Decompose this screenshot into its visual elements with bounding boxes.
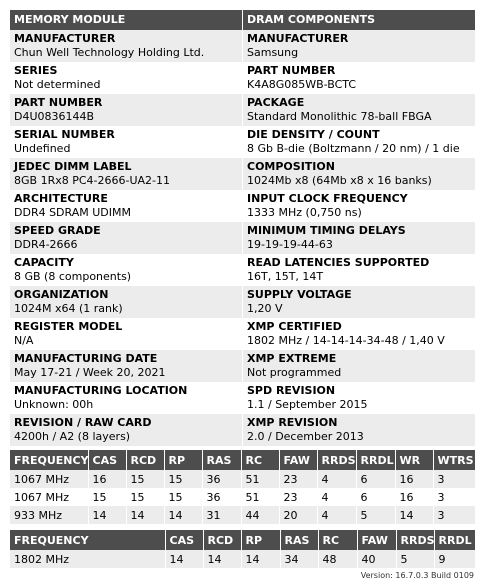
dram-field-label: DIE DENSITY / COUNT bbox=[247, 128, 380, 141]
module-field bbox=[10, 158, 242, 190]
xmp-table-cell: 9 bbox=[434, 550, 475, 568]
module-field-value: Not determined bbox=[14, 78, 101, 91]
module-field-value: 8GB 1Rx8 PC4-2666-UA2-11 bbox=[14, 174, 170, 187]
jedec-table-cell: 6 bbox=[356, 470, 395, 488]
module-field-value: 8 GB (8 components) bbox=[14, 270, 132, 283]
version-label: Version: 16.7.0.3 Build 0109 bbox=[360, 571, 474, 580]
xmp-body bbox=[10, 550, 475, 568]
module-field bbox=[10, 318, 242, 350]
jedec-column-header: FREQUENCY bbox=[10, 450, 88, 470]
xmp-column-header: RCD bbox=[203, 530, 241, 550]
jedec-table-cell: 15 bbox=[126, 470, 164, 488]
jedec-column-header: WR bbox=[395, 450, 433, 470]
jedec-column-header: RC bbox=[241, 450, 279, 470]
module-field-label: REGISTER MODEL bbox=[14, 320, 123, 333]
dram-field-label: PACKAGE bbox=[247, 96, 305, 109]
module-field-label: SERIES bbox=[14, 64, 58, 77]
jedec-table-cell: 5 bbox=[356, 506, 395, 524]
jedec-table-cell: 31 bbox=[202, 506, 241, 524]
dram-field-label: SUPPLY VOLTAGE bbox=[247, 288, 352, 301]
memory-module-panel bbox=[10, 10, 242, 446]
jedec-table-cell: 1067 MHz bbox=[10, 488, 88, 506]
jedec-table-cell: 23 bbox=[279, 488, 317, 506]
jedec-column-header: WTRS bbox=[433, 450, 475, 470]
dram-field-value: 19-19-19-44-63 bbox=[247, 238, 333, 251]
dram-components-panel bbox=[243, 10, 475, 446]
module-field-value: DDR4-2666 bbox=[14, 238, 78, 251]
jedec-table-cell: 4 bbox=[317, 470, 356, 488]
jedec-table-cell: 14 bbox=[164, 506, 202, 524]
jedec-table-cell: 51 bbox=[241, 470, 279, 488]
module-field-value: N/A bbox=[14, 334, 34, 347]
dram-components-header: DRAM COMPONENTS bbox=[243, 10, 475, 30]
jedec-table-cell: 15 bbox=[164, 488, 202, 506]
dram-field bbox=[243, 286, 475, 318]
jedec-table-cell: 15 bbox=[88, 488, 126, 506]
jedec-table-cell: 16 bbox=[395, 470, 433, 488]
info-columns bbox=[10, 10, 475, 446]
jedec-body bbox=[10, 470, 475, 524]
jedec-table-cell: 1067 MHz bbox=[10, 470, 88, 488]
module-field-value: Chun Well Technology Holding Ltd. bbox=[14, 46, 205, 59]
xmp-column-header: RRDS bbox=[396, 530, 434, 550]
module-field-value: Undefined bbox=[14, 142, 71, 155]
xmp-column-header: RAS bbox=[280, 530, 318, 550]
module-field-label: SERIAL NUMBER bbox=[14, 128, 115, 141]
xmp-timings-table bbox=[10, 530, 475, 568]
dram-field-label: MANUFACTURER bbox=[247, 32, 349, 45]
jedec-table-cell: 3 bbox=[433, 470, 475, 488]
jedec-table-cell: 14 bbox=[126, 506, 164, 524]
dram-field bbox=[243, 222, 475, 254]
dram-field bbox=[243, 158, 475, 190]
xmp-table-cell: 5 bbox=[396, 550, 434, 568]
xmp-column-header: FAW bbox=[357, 530, 396, 550]
jedec-table-cell: 15 bbox=[126, 488, 164, 506]
dram-field-value: 8 Gb B-die (Boltzmann / 20 nm) / 1 die bbox=[247, 142, 460, 155]
module-field-label: JEDEC DIMM LABEL bbox=[14, 160, 132, 173]
jedec-header-row bbox=[10, 450, 475, 470]
dram-field-value: Samsung bbox=[247, 46, 299, 59]
module-field bbox=[10, 286, 242, 318]
dram-field-label: READ LATENCIES SUPPORTED bbox=[247, 256, 430, 269]
xmp-table-cell: 34 bbox=[280, 550, 318, 568]
dram-field-label: SPD REVISION bbox=[247, 384, 336, 397]
module-field-value: 4200h / A2 (8 layers) bbox=[14, 430, 131, 443]
jedec-timings-table bbox=[10, 450, 475, 524]
xmp-table-cell: 14 bbox=[241, 550, 280, 568]
jedec-table-cell: 15 bbox=[164, 470, 202, 488]
dram-field bbox=[243, 254, 475, 286]
xmp-table-cell: 1802 MHz bbox=[10, 550, 165, 568]
dram-field bbox=[243, 190, 475, 222]
module-field-label: ORGANIZATION bbox=[14, 288, 109, 301]
jedec-table-cell: 44 bbox=[241, 506, 279, 524]
jedec-table-cell: 4 bbox=[317, 506, 356, 524]
xmp-column-header: RRDL bbox=[434, 530, 475, 550]
jedec-table-cell: 36 bbox=[202, 470, 241, 488]
jedec-table-cell: 933 MHz bbox=[10, 506, 88, 524]
xmp-header-row bbox=[10, 530, 475, 550]
dram-field bbox=[243, 350, 475, 382]
spd-report bbox=[10, 10, 475, 568]
module-field-label: SPEED GRADE bbox=[14, 224, 101, 237]
xmp-table-cell: 14 bbox=[165, 550, 203, 568]
jedec-table-cell: 51 bbox=[241, 488, 279, 506]
jedec-table-cell: 16 bbox=[395, 488, 433, 506]
jedec-table-cell: 16 bbox=[88, 470, 126, 488]
module-field bbox=[10, 222, 242, 254]
dram-field-label: XMP CERTIFIED bbox=[247, 320, 342, 333]
xmp-table-cell: 40 bbox=[357, 550, 396, 568]
jedec-table-row bbox=[10, 506, 475, 524]
jedec-column-header: RCD bbox=[126, 450, 164, 470]
xmp-column-header: RP bbox=[241, 530, 280, 550]
module-field-label: CAPACITY bbox=[14, 256, 74, 269]
module-field-value: Unknown: 00h bbox=[14, 398, 94, 411]
module-field-label: MANUFACTURING LOCATION bbox=[14, 384, 188, 397]
jedec-column-header: RAS bbox=[202, 450, 241, 470]
module-field bbox=[10, 94, 242, 126]
xmp-column-header: FREQUENCY bbox=[10, 530, 165, 550]
dram-field bbox=[243, 94, 475, 126]
dram-field-value: 16T, 15T, 14T bbox=[247, 270, 324, 283]
jedec-table-cell: 14 bbox=[88, 506, 126, 524]
xmp-column-header: CAS bbox=[165, 530, 203, 550]
dram-field-value: Standard Monolithic 78-ball FBGA bbox=[247, 110, 432, 123]
dram-field-value: 1,20 V bbox=[247, 302, 283, 315]
module-field-label: MANUFACTURER bbox=[14, 32, 116, 45]
module-field-label: MANUFACTURING DATE bbox=[14, 352, 158, 365]
module-field-value: 1024M x64 (1 rank) bbox=[14, 302, 123, 315]
module-field bbox=[10, 350, 242, 382]
dram-field bbox=[243, 126, 475, 158]
jedec-table-cell: 6 bbox=[356, 488, 395, 506]
jedec-table-row bbox=[10, 470, 475, 488]
jedec-table-row bbox=[10, 488, 475, 506]
xmp-column-header: RC bbox=[318, 530, 357, 550]
dram-field-label: MINIMUM TIMING DELAYS bbox=[247, 224, 406, 237]
module-field-label: REVISION / RAW CARD bbox=[14, 416, 152, 429]
dram-field-label: COMPOSITION bbox=[247, 160, 335, 173]
module-field bbox=[10, 190, 242, 222]
dram-field-label: INPUT CLOCK FREQUENCY bbox=[247, 192, 408, 205]
dram-field bbox=[243, 414, 475, 446]
module-field-value: May 17-21 / Week 20, 2021 bbox=[14, 366, 166, 379]
module-field bbox=[10, 382, 242, 414]
dram-field bbox=[243, 30, 475, 62]
jedec-table-cell: 3 bbox=[433, 506, 475, 524]
module-field-value: D4U0836144B bbox=[14, 110, 95, 123]
jedec-table-cell: 20 bbox=[279, 506, 317, 524]
xmp-table-row bbox=[10, 550, 475, 568]
dram-field bbox=[243, 318, 475, 350]
module-field-value: DDR4 SDRAM UDIMM bbox=[14, 206, 131, 219]
dram-field-label: XMP EXTREME bbox=[247, 352, 337, 365]
module-field bbox=[10, 414, 242, 446]
module-field-label: ARCHITECTURE bbox=[14, 192, 108, 205]
jedec-table-cell: 3 bbox=[433, 488, 475, 506]
dram-field-value: 1.1 / September 2015 bbox=[247, 398, 368, 411]
dram-field-label: XMP REVISION bbox=[247, 416, 338, 429]
module-field bbox=[10, 30, 242, 62]
dram-field-value: K4A8G085WB-BCTC bbox=[247, 78, 357, 91]
jedec-column-header: CAS bbox=[88, 450, 126, 470]
module-field bbox=[10, 254, 242, 286]
module-field bbox=[10, 62, 242, 94]
jedec-column-header: FAW bbox=[279, 450, 317, 470]
module-field-label: PART NUMBER bbox=[14, 96, 103, 109]
jedec-column-header: RRDS bbox=[317, 450, 356, 470]
dram-field-value: 1802 MHz / 14-14-14-34-48 / 1,40 V bbox=[247, 334, 445, 347]
dram-field-value: 2.0 / December 2013 bbox=[247, 430, 364, 443]
dram-field-value: 1024Mb x8 (64Mb x8 x 16 banks) bbox=[247, 174, 432, 187]
jedec-table-cell: 23 bbox=[279, 470, 317, 488]
jedec-table-cell: 36 bbox=[202, 488, 241, 506]
jedec-table-cell: 4 bbox=[317, 488, 356, 506]
dram-field bbox=[243, 382, 475, 414]
jedec-column-header: RRDL bbox=[356, 450, 395, 470]
dram-field-value: Not programmed bbox=[247, 366, 342, 379]
dram-field-value: 1333 MHz (0,750 ns) bbox=[247, 206, 362, 219]
jedec-column-header: RP bbox=[164, 450, 202, 470]
module-field bbox=[10, 126, 242, 158]
memory-module-header: MEMORY MODULE bbox=[10, 10, 242, 30]
xmp-table-cell: 48 bbox=[318, 550, 357, 568]
dram-field bbox=[243, 62, 475, 94]
dram-field-label: PART NUMBER bbox=[247, 64, 336, 77]
xmp-table-cell: 14 bbox=[203, 550, 241, 568]
jedec-table-cell: 14 bbox=[395, 506, 433, 524]
